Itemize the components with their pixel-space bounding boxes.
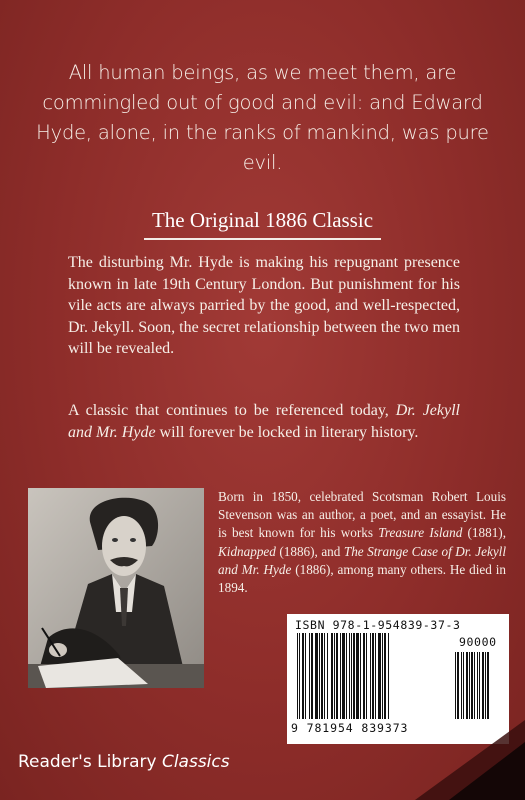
- barcode-bar: [334, 633, 335, 719]
- barcode-addon-number: 90000: [459, 635, 497, 649]
- barcode-bar: [315, 633, 318, 719]
- heading-underline: [144, 238, 381, 240]
- work-title-2: Kidnapped: [218, 543, 276, 559]
- barcode-bar: [463, 652, 464, 719]
- barcode-bar: [482, 652, 484, 719]
- barcode-bar: [356, 633, 359, 719]
- barcode-bar: [327, 633, 328, 719]
- publisher-series: Classics: [161, 752, 230, 772]
- section-heading: The Original 1886 Classic: [151, 208, 374, 232]
- barcode-bar: [474, 652, 475, 719]
- barcode-bar: [311, 633, 313, 719]
- barcode-bar: [477, 652, 478, 719]
- barcode-bar: [382, 633, 383, 719]
- synopsis-paragraph: [68, 252, 460, 360]
- barcode-bar: [479, 652, 480, 719]
- barcode-bar: [487, 652, 489, 719]
- barcode-bar: [324, 633, 325, 719]
- author-portrait-image: [28, 488, 204, 688]
- barcode-bar: [471, 652, 473, 719]
- bio-text-1: Born in 1850, celebrated Scotsman Robert Louis Stevenson was an author, a poet, and an essayist. He is best known for his works: [218, 489, 506, 541]
- barcode-bar: [375, 633, 376, 719]
- barcode-bar: [302, 633, 304, 719]
- work-title-1: Treasure Island: [378, 525, 463, 541]
- barcode-bar: [342, 633, 345, 719]
- author-bio: [218, 488, 506, 597]
- barcode-bar: [466, 652, 468, 719]
- barcode-bar: [351, 633, 352, 719]
- synopsis-text: The disturbing Mr. Hyde is making his repugnant presence known in late 19th Century London. But punishment for his vile acts are always parried by the good, and well-respected, Dr. Jekyll. Soon, the secret relationship between the two men will be revealed.: [68, 254, 460, 357]
- barcode-bars: [297, 633, 447, 719]
- barcode-bar: [469, 652, 470, 719]
- bio-text-2: (1881),: [462, 525, 506, 541]
- barcode-bar: [340, 633, 341, 719]
- barcode-bar: [309, 633, 310, 719]
- barcode-bar: [331, 633, 333, 719]
- author-photo: [28, 488, 204, 688]
- barcode-bar: [305, 633, 306, 719]
- barcode-bar: [299, 633, 300, 719]
- bio-text-4: (1886), among many others. He died in 1894.: [218, 561, 506, 596]
- barcode-number: 9 781954 839373: [291, 721, 409, 735]
- book-title-italic: Dr. Jekyll and Mr. Hyde: [68, 402, 460, 441]
- barcode-bar: [319, 633, 320, 719]
- work-title-3: The Strange Case of Dr. Jekyll and Mr. Hyde: [218, 543, 507, 577]
- barcode-bar: [388, 633, 389, 719]
- barcode-bar: [485, 652, 486, 719]
- bio-text-3: (1886), and: [275, 543, 344, 559]
- barcode-bar: [360, 633, 361, 719]
- barcode-bar: [321, 633, 323, 719]
- barcode-bar: [461, 652, 462, 719]
- barcode-bar: [366, 633, 367, 719]
- legacy-text-before: A classic that continues to be referenced today,: [68, 402, 396, 419]
- publisher-name: Reader's Library: [18, 752, 157, 772]
- author-bio-text: [218, 488, 506, 597]
- barcode-bar: [297, 633, 298, 719]
- isbn-label: ISBN 978-1-954839-37-3: [295, 618, 461, 632]
- barcode-bar: [370, 633, 371, 719]
- barcode-bar: [336, 633, 338, 719]
- barcode-bar: [372, 633, 374, 719]
- legacy-text: [68, 400, 460, 443]
- publisher-imprint: [18, 752, 230, 772]
- barcode-bar: [457, 652, 459, 719]
- barcode-addon-bars: [455, 652, 503, 719]
- barcode-bar: [349, 633, 350, 719]
- barcode-bar: [346, 633, 347, 719]
- cover-quote: All human beings, as we meet them, are commingled out of good and evil: and Edward Hyde, alone, in the ranks of mankind, was pure evil.: [36, 61, 489, 174]
- barcode-bar: [455, 652, 456, 719]
- barcode-bar: [384, 633, 386, 719]
- legacy-paragraph: [68, 400, 460, 443]
- barcode-bar: [378, 633, 381, 719]
- barcode-bar: [353, 633, 355, 719]
- barcode-bar: [363, 633, 365, 719]
- legacy-text-after: will forever be locked in literary history.: [155, 423, 419, 441]
- corner-shadow-decoration: [415, 720, 525, 800]
